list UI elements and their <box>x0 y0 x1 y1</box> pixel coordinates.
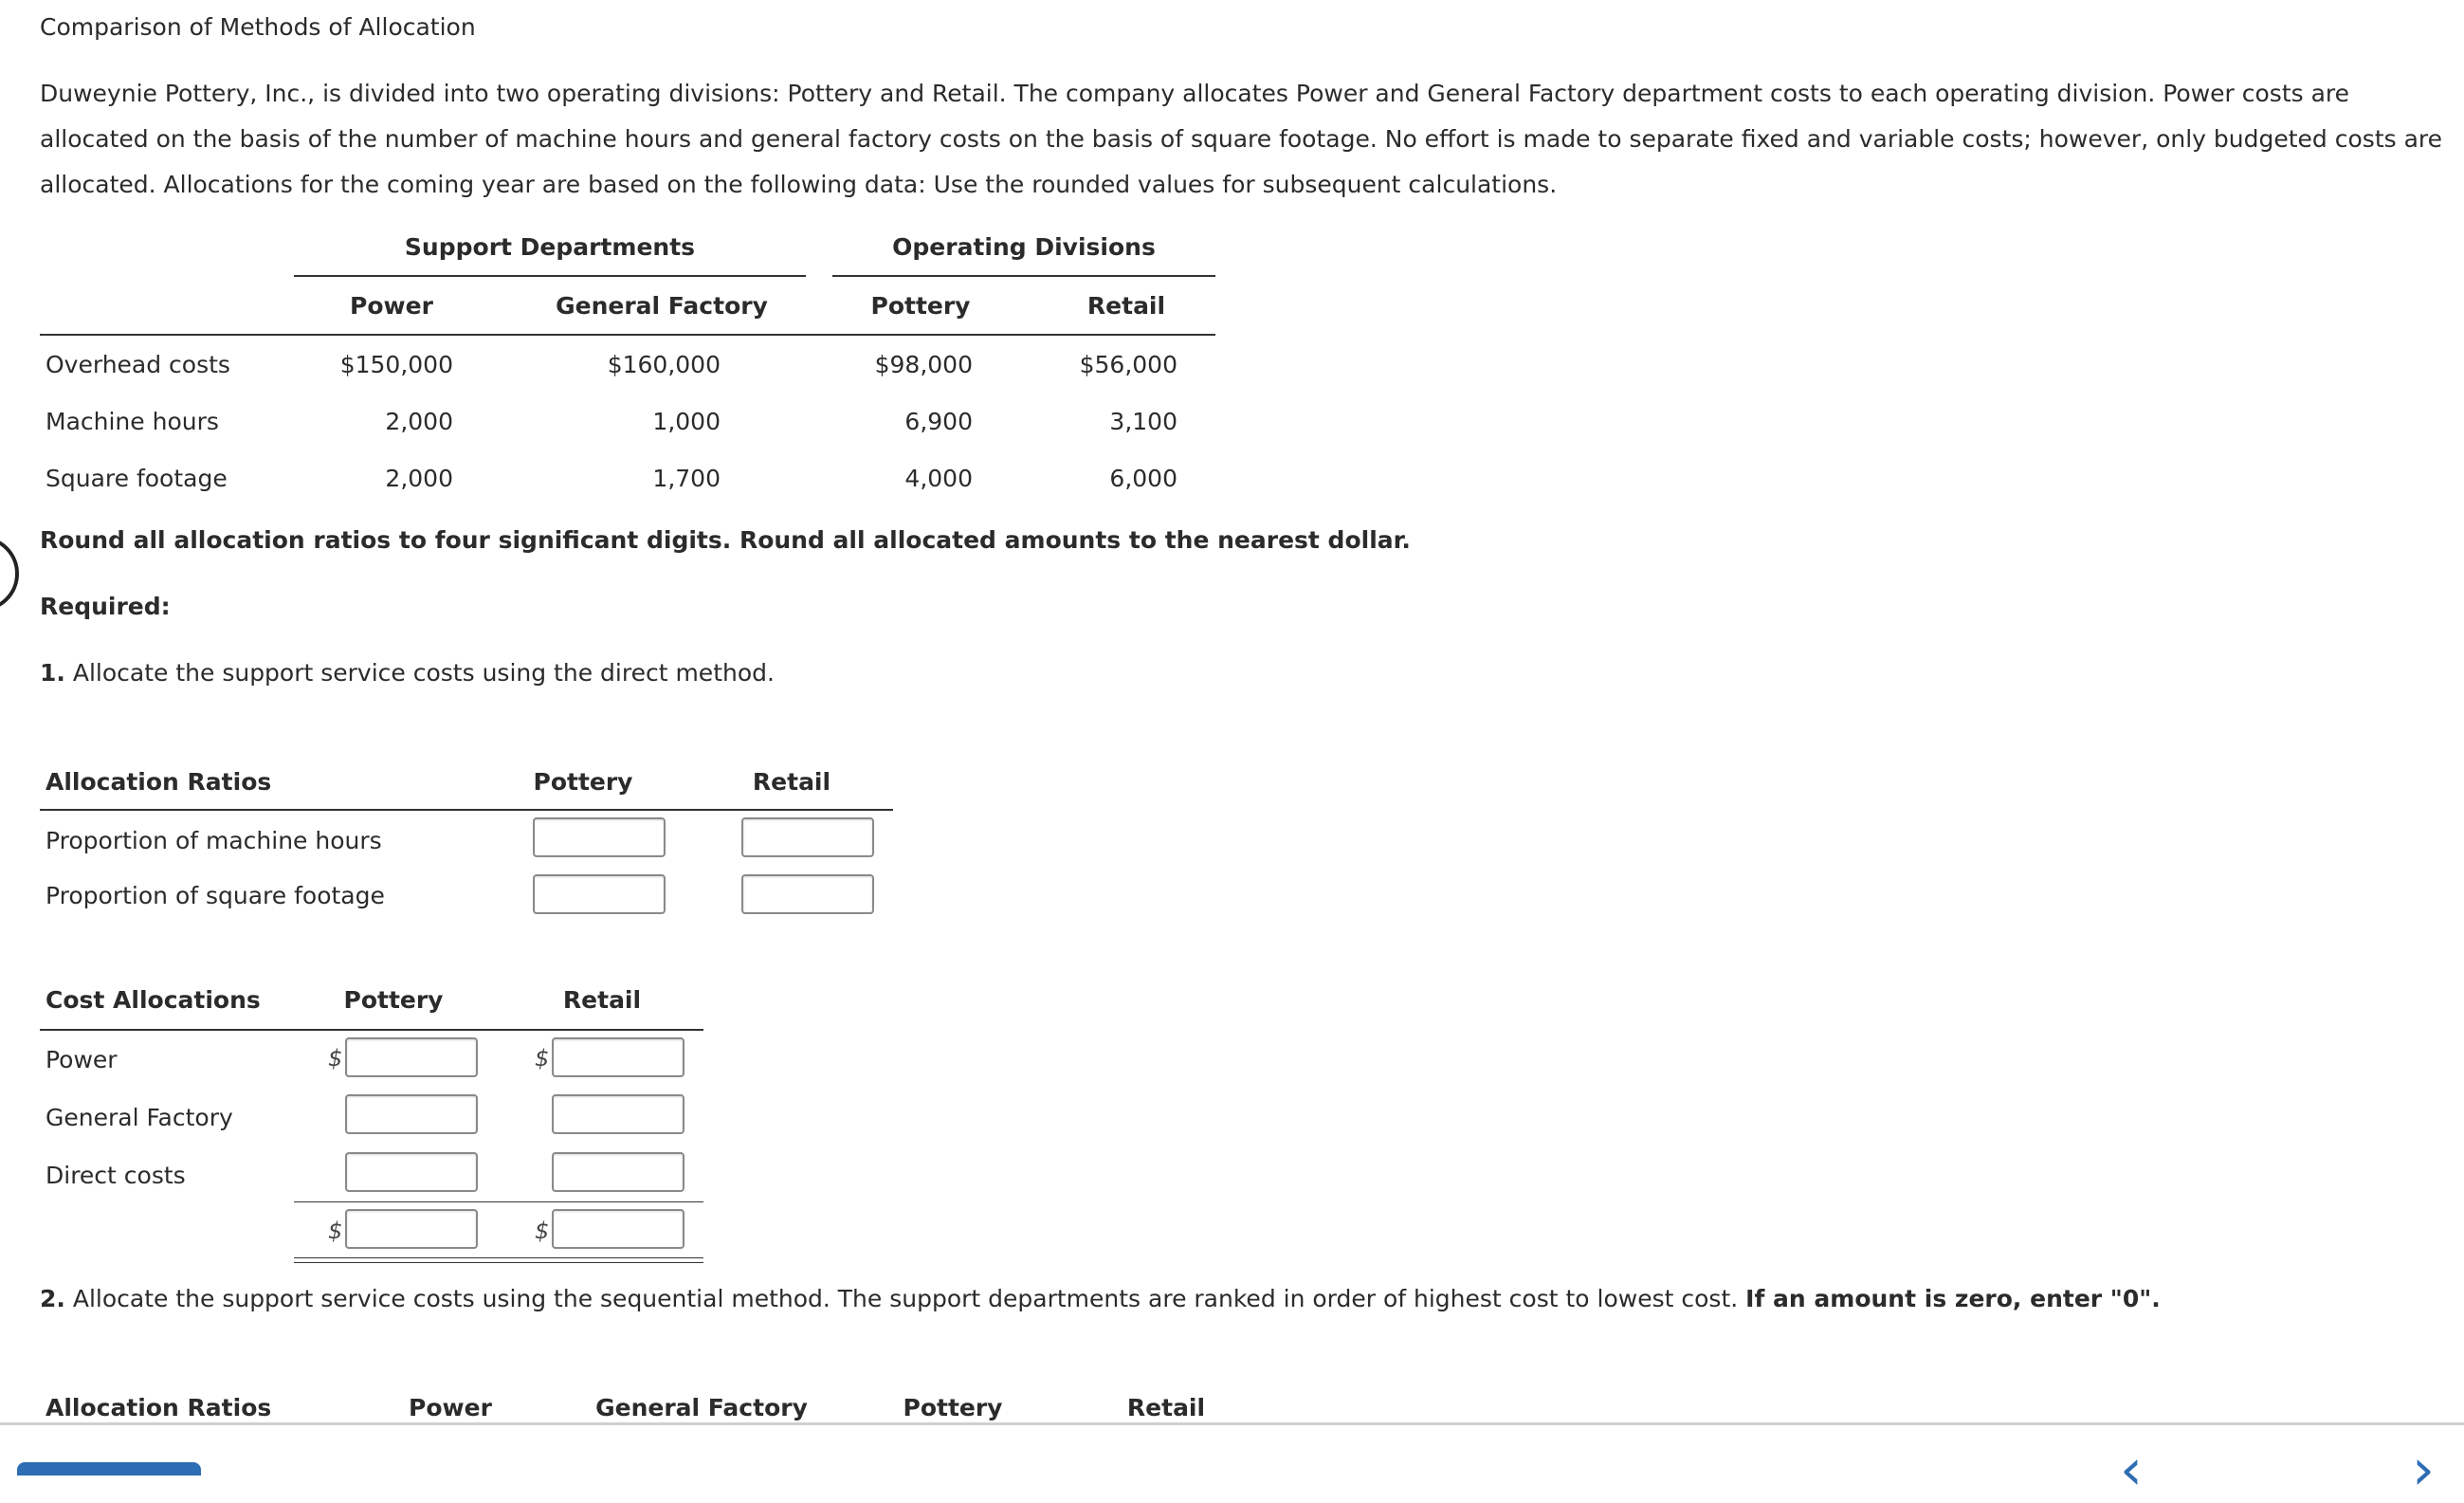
bottom-action-button[interactable] <box>17 1462 201 1476</box>
cell-value: $98,000 <box>874 351 973 378</box>
costs-header-rule <box>40 1029 703 1031</box>
direct-costs-pottery-input[interactable] <box>345 1152 478 1192</box>
question-bold-note: If an amount is zero, enter "0". <box>1745 1285 2161 1312</box>
left-edge-circle-marker <box>0 536 19 612</box>
cell-value: 6,000 <box>1109 465 1177 492</box>
costs-row-direct-costs: Direct costs <box>46 1162 186 1189</box>
required-label: Required: <box>40 593 171 620</box>
currency-symbol: $ <box>328 1045 343 1072</box>
previous-chevron-icon[interactable]: ‹ <box>2120 1437 2143 1503</box>
power-pottery-input[interactable] <box>345 1037 478 1077</box>
question-1 <box>40 659 775 687</box>
group-header-operating: Operating Divisions <box>892 233 1156 261</box>
total-double-rule-1 <box>294 1257 703 1258</box>
question-number: 2. <box>40 1285 65 1312</box>
page-title: Comparison of Methods of Allocation <box>40 13 476 41</box>
next-chevron-icon[interactable]: › <box>2412 1437 2435 1503</box>
group-header-support: Support Departments <box>404 233 696 261</box>
col-header-general-factory: General Factory <box>556 292 768 320</box>
total-retail-input[interactable] <box>552 1209 684 1249</box>
costs-row-general-factory: General Factory <box>46 1104 233 1131</box>
ratios2-col-retail: Retail <box>1126 1394 1206 1421</box>
cell-value: 2,000 <box>385 465 453 492</box>
currency-symbol: $ <box>535 1218 550 1244</box>
cell-value: 6,900 <box>904 408 973 435</box>
ratios-col-pottery: Pottery <box>533 768 633 796</box>
cell-value: 2,000 <box>385 408 453 435</box>
question-2 <box>40 1285 2161 1312</box>
ratios2-col-power: Power <box>409 1394 492 1421</box>
ratios2-header: Allocation Ratios <box>46 1394 272 1421</box>
square-footage-pottery-input[interactable] <box>533 874 666 914</box>
ratios-header: Allocation Ratios <box>46 768 272 796</box>
rounding-note: Round all allocation ratios to four significant digits. Round all allocated amounts to the nearest dollar. <box>40 526 1411 554</box>
cell-value: $160,000 <box>607 351 721 378</box>
ratios-header-rule <box>40 809 893 811</box>
row-label: Square footage <box>46 465 228 492</box>
question-text: Allocate the support service costs using the direct method. <box>72 659 775 687</box>
machine-hours-retail-input[interactable] <box>741 817 874 857</box>
col-header-retail: Retail <box>1086 292 1166 320</box>
direct-costs-retail-input[interactable] <box>552 1152 684 1192</box>
costs-col-retail: Retail <box>562 986 642 1014</box>
ratios-col-retail: Retail <box>752 768 831 796</box>
costs-col-pottery: Pottery <box>343 986 444 1014</box>
ratios2-col-pottery: Pottery <box>903 1394 1003 1421</box>
ratios2-col-general-factory: General Factory <box>595 1394 808 1421</box>
intro-paragraph: Duweynie Pottery, Inc., is divided into two operating divisions: Pottery and Retail. The company allocates Power and General Factory department costs to each operating division. Power costs are allocated on the basis of the number of machine hours and general factory costs on the basis of square footage. No effort is made to separate fixed and variable costs; however, only budgeted costs are allocated. Allocations for the coming year are based on the following data: Use the rounded values for subsequent calculations. <box>40 80 2443 198</box>
support-underline <box>294 275 806 277</box>
col-header-pottery: Pottery <box>870 292 971 320</box>
cell-value: 3,100 <box>1109 408 1177 435</box>
question-number: 1. <box>40 659 65 687</box>
header-rule <box>40 334 1215 336</box>
power-retail-input[interactable] <box>552 1037 684 1077</box>
currency-symbol: $ <box>328 1218 343 1244</box>
row-label: Machine hours <box>46 408 219 435</box>
cell-value: $150,000 <box>339 351 453 378</box>
square-footage-retail-input[interactable] <box>741 874 874 914</box>
currency-symbol: $ <box>535 1045 550 1072</box>
total-pottery-input[interactable] <box>345 1209 478 1249</box>
general-factory-retail-input[interactable] <box>552 1094 684 1134</box>
machine-hours-pottery-input[interactable] <box>533 817 666 857</box>
question-text: Allocate the support service costs using the sequential method. The support departments are ranked in order of highest cost to lowest cost. <box>72 1285 1739 1312</box>
ratios-row-machine-hours: Proportion of machine hours <box>46 827 382 854</box>
total-top-rule <box>294 1201 703 1202</box>
cell-value: $56,000 <box>1079 351 1177 378</box>
cell-value: 1,000 <box>652 408 721 435</box>
bottom-toolbar <box>0 1422 2464 1473</box>
cell-value: 4,000 <box>904 465 973 492</box>
col-header-power: Power <box>350 292 433 320</box>
general-factory-pottery-input[interactable] <box>345 1094 478 1134</box>
row-label: Overhead costs <box>46 351 230 378</box>
ratios-row-square-footage: Proportion of square footage <box>46 882 385 909</box>
costs-row-power: Power <box>46 1046 118 1073</box>
costs-header: Cost Allocations <box>46 986 261 1014</box>
cell-value: 1,700 <box>652 465 721 492</box>
total-double-rule-2 <box>294 1262 703 1263</box>
operating-underline <box>832 275 1215 277</box>
